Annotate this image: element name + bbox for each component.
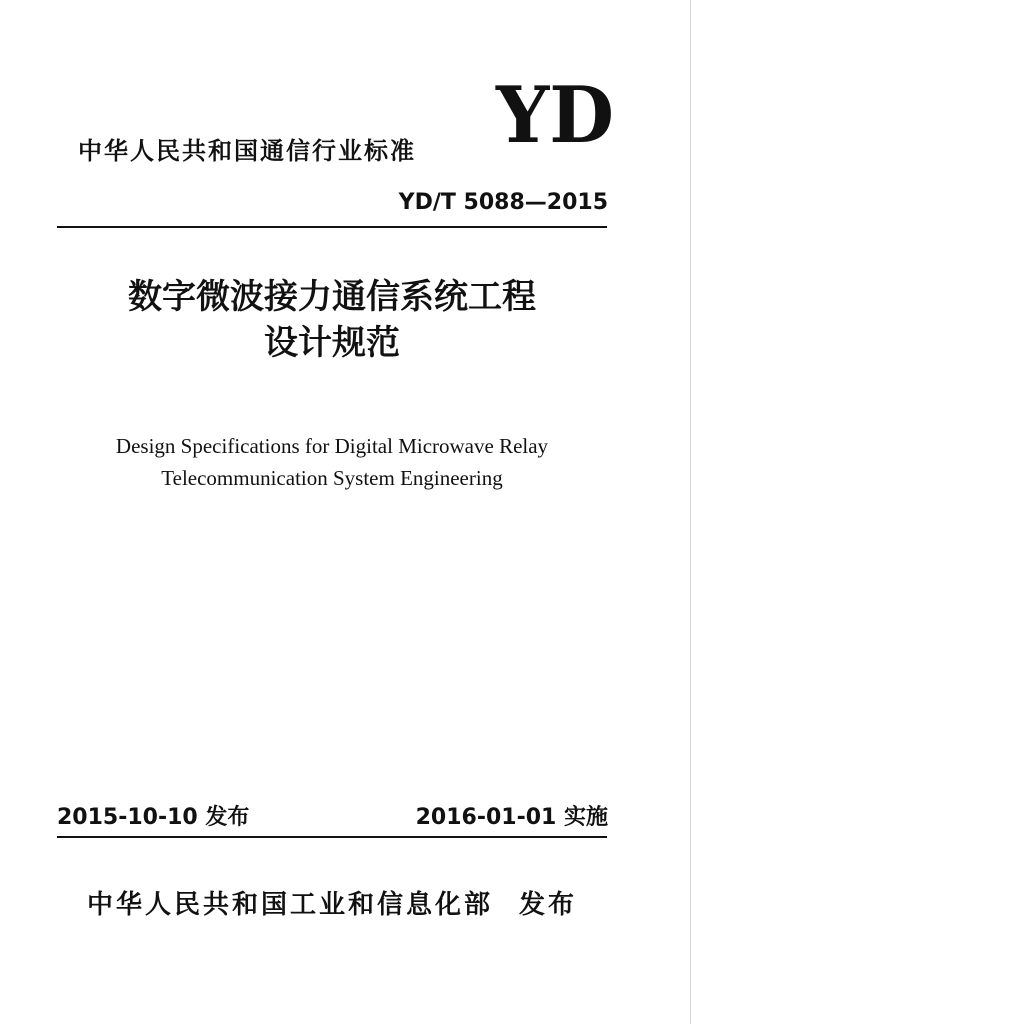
yd-logo-text: YD (495, 72, 614, 152)
standard-number: YD/T 5088—2015 (398, 190, 608, 215)
publisher-line (57, 884, 607, 921)
english-title-line-2: Telecommunication System Engineering (161, 466, 503, 490)
top-divider (57, 226, 607, 228)
bottom-divider (57, 836, 607, 838)
english-title (57, 430, 607, 494)
implementation-date: 2016-01-01 实施 (415, 805, 608, 830)
english-title-line-1: Design Specifications for Digital Microwave Relay (115, 434, 549, 458)
issue-date: 2015-10-10 发布 (57, 805, 250, 830)
chinese-title (57, 274, 607, 366)
standard-category: 中华人民共和国通信行业标准 (78, 137, 416, 165)
yd-logo (494, 72, 616, 152)
chinese-title-line-1: 数字微波接力通信系统工程 (128, 277, 536, 317)
publisher-action: 发布 (519, 890, 578, 920)
blank-page (691, 0, 1018, 1024)
chinese-title-line-2: 设计规范 (264, 323, 400, 363)
publisher-name: 中华人民共和国工业和信息化部 (86, 890, 493, 920)
